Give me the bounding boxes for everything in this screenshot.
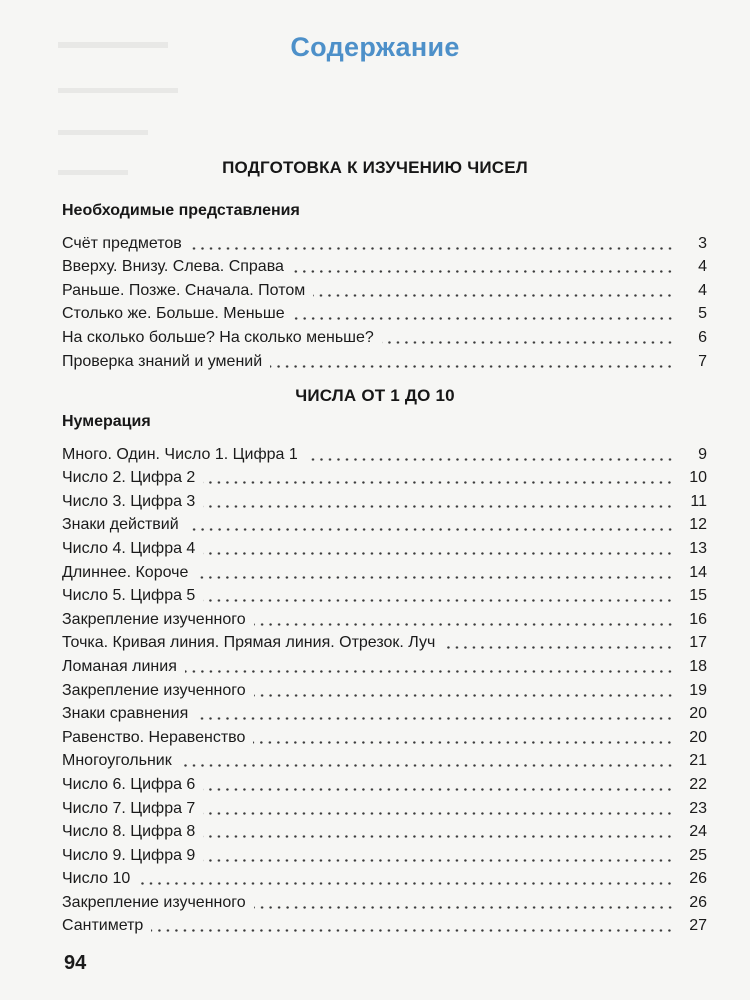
toc-entry-page: 22 — [689, 775, 707, 793]
dot-leader — [313, 294, 674, 297]
toc-entry-title: Закрепление изученного — [62, 610, 246, 628]
toc-entry-page: 6 — [698, 328, 707, 346]
page-title: Содержание — [290, 32, 460, 62]
dot-leader — [254, 906, 674, 909]
toc-entry — [62, 276, 707, 300]
dot-leader — [203, 505, 674, 508]
toc-entry — [62, 534, 707, 558]
toc-entry — [62, 605, 707, 629]
toc-entry-title: Длиннее. Короче — [62, 563, 189, 581]
toc-entry-page: 3 — [698, 234, 707, 252]
dot-leader — [185, 670, 674, 673]
toc-entry — [62, 770, 707, 794]
toc-entry — [62, 912, 707, 936]
toc-entry-title: Число 9. Цифра 9 — [62, 846, 196, 864]
toc-entry — [62, 347, 707, 371]
toc-entry-title: Ломаная линия — [62, 657, 177, 675]
toc-entry-title: Счёт предметов — [62, 234, 182, 252]
toc-entry-title: Число 8. Цифра 8 — [62, 823, 196, 841]
toc-entry — [62, 676, 707, 700]
dot-leader — [203, 481, 674, 484]
page-number: 94 — [64, 952, 87, 974]
section-heading-representations: Необходимые представления — [62, 202, 300, 219]
toc-entry-page: 4 — [698, 281, 707, 299]
dot-leader — [180, 764, 674, 767]
toc-entry — [62, 464, 707, 488]
toc-entry — [62, 487, 707, 511]
toc-entry-title: Равенство. Неравенство — [62, 728, 246, 746]
toc-entry-page: 9 — [698, 445, 707, 463]
toc-entry-title: Число 10 — [62, 870, 131, 888]
toc-entry-page: 20 — [689, 705, 707, 723]
toc-entry-title: На сколько больше? На сколько меньше? — [62, 328, 374, 346]
toc-entry-page: 25 — [689, 846, 707, 864]
dot-leader — [138, 882, 674, 885]
toc-entry-page: 7 — [698, 352, 707, 370]
toc-entry-page: 5 — [698, 305, 707, 323]
dot-leader — [203, 859, 674, 862]
toc-entry-title: Число 5. Цифра 5 — [62, 587, 196, 605]
dot-leader — [196, 717, 674, 720]
toc-entry — [62, 700, 707, 724]
toc-entry-page: 14 — [689, 563, 707, 581]
toc-entry-page: 20 — [689, 728, 707, 746]
toc-entry-page: 15 — [689, 587, 707, 605]
toc-entry — [62, 865, 707, 889]
toc-entry-page: 21 — [689, 752, 707, 770]
toc-entry — [62, 888, 707, 912]
toc-entry-page: 27 — [689, 917, 707, 935]
toc-entry-title: Число 4. Цифра 4 — [62, 539, 196, 557]
toc-entry-page: 4 — [698, 258, 707, 276]
toc-entry-page: 26 — [689, 870, 707, 888]
toc-entry-page: 17 — [689, 634, 707, 652]
toc-entry-page: 11 — [690, 492, 707, 510]
dot-leader — [151, 929, 674, 932]
toc-entry — [62, 629, 707, 653]
toc-entry-title: Знаки сравнения — [62, 705, 189, 723]
toc-entry-title: Точка. Кривая линия. Прямая линия. Отрезок. Луч — [62, 634, 436, 652]
toc-entry — [62, 253, 707, 277]
toc-entry-title: Закрепление изученного — [62, 681, 246, 699]
toc-entry-title: Много. Один. Число 1. Цифра 1 — [62, 445, 298, 463]
toc-entry-title: Число 7. Цифра 7 — [62, 799, 196, 817]
toc-entry — [62, 747, 707, 771]
dot-leader — [292, 270, 674, 273]
toc-entry-title: Число 6. Цифра 6 — [62, 775, 196, 793]
toc-entry-page: 23 — [689, 799, 707, 817]
part-heading-preparation: ПОДГОТОВКА К ИЗУЧЕНИЮ ЧИСЕЛ — [222, 158, 528, 177]
toc-entry — [62, 558, 707, 582]
dot-leader — [253, 741, 674, 744]
dot-leader — [254, 623, 674, 626]
toc-entry-title: Сантиметр — [62, 917, 144, 935]
toc-entry-page: 19 — [689, 681, 707, 699]
dot-leader — [203, 788, 674, 791]
toc-list-numeration — [62, 440, 707, 935]
part-heading-numbers-1-10: ЧИСЛА ОТ 1 ДО 10 — [295, 386, 455, 405]
toc-entry-title: Вверху. Внизу. Слева. Справа — [62, 258, 284, 276]
toc-entry-title: Число 3. Цифра 3 — [62, 492, 196, 510]
toc-entry-page: 12 — [689, 516, 707, 534]
section-heading-numeration: Нумерация — [62, 413, 151, 430]
toc-entry-page: 10 — [689, 469, 707, 487]
dot-leader — [254, 694, 674, 697]
dot-leader — [270, 365, 674, 368]
toc-entry — [62, 723, 707, 747]
toc-entry — [62, 323, 707, 347]
toc-entry-page: 24 — [689, 823, 707, 841]
toc-entry-title: Знаки действий — [62, 516, 179, 534]
toc-entry-page: 13 — [689, 539, 707, 557]
dot-leader — [203, 812, 674, 815]
dot-leader — [203, 599, 674, 602]
toc-entry-title: Многоугольник — [62, 752, 172, 770]
toc-entry-page: 16 — [689, 610, 707, 628]
toc-entry-title: Проверка знаний и умений — [62, 352, 263, 370]
dot-leader — [196, 576, 674, 579]
toc-entry — [62, 794, 707, 818]
toc-entry — [62, 511, 707, 535]
toc-entry — [62, 818, 707, 842]
dot-leader — [293, 317, 674, 320]
dot-leader — [306, 458, 674, 461]
dot-leader — [443, 646, 674, 649]
dot-leader — [187, 528, 674, 531]
dot-leader — [203, 552, 674, 555]
toc-list-preparation — [62, 229, 707, 371]
toc-entry-page: 18 — [689, 657, 707, 675]
toc-entry-title: Раньше. Позже. Сначала. Потом — [62, 281, 306, 299]
toc-entry-page: 26 — [689, 893, 707, 911]
toc-entry-title: Закрепление изученного — [62, 893, 246, 911]
toc-entry — [62, 229, 707, 253]
toc-entry — [62, 300, 707, 324]
dot-leader — [190, 247, 674, 250]
toc-entry-title: Число 2. Цифра 2 — [62, 469, 196, 487]
dot-leader — [382, 341, 674, 344]
toc-entry — [62, 582, 707, 606]
toc-entry — [62, 652, 707, 676]
toc-entry — [62, 440, 707, 464]
dot-leader — [203, 835, 674, 838]
toc-entry — [62, 841, 707, 865]
toc-entry-title: Столько же. Больше. Меньше — [62, 305, 285, 323]
